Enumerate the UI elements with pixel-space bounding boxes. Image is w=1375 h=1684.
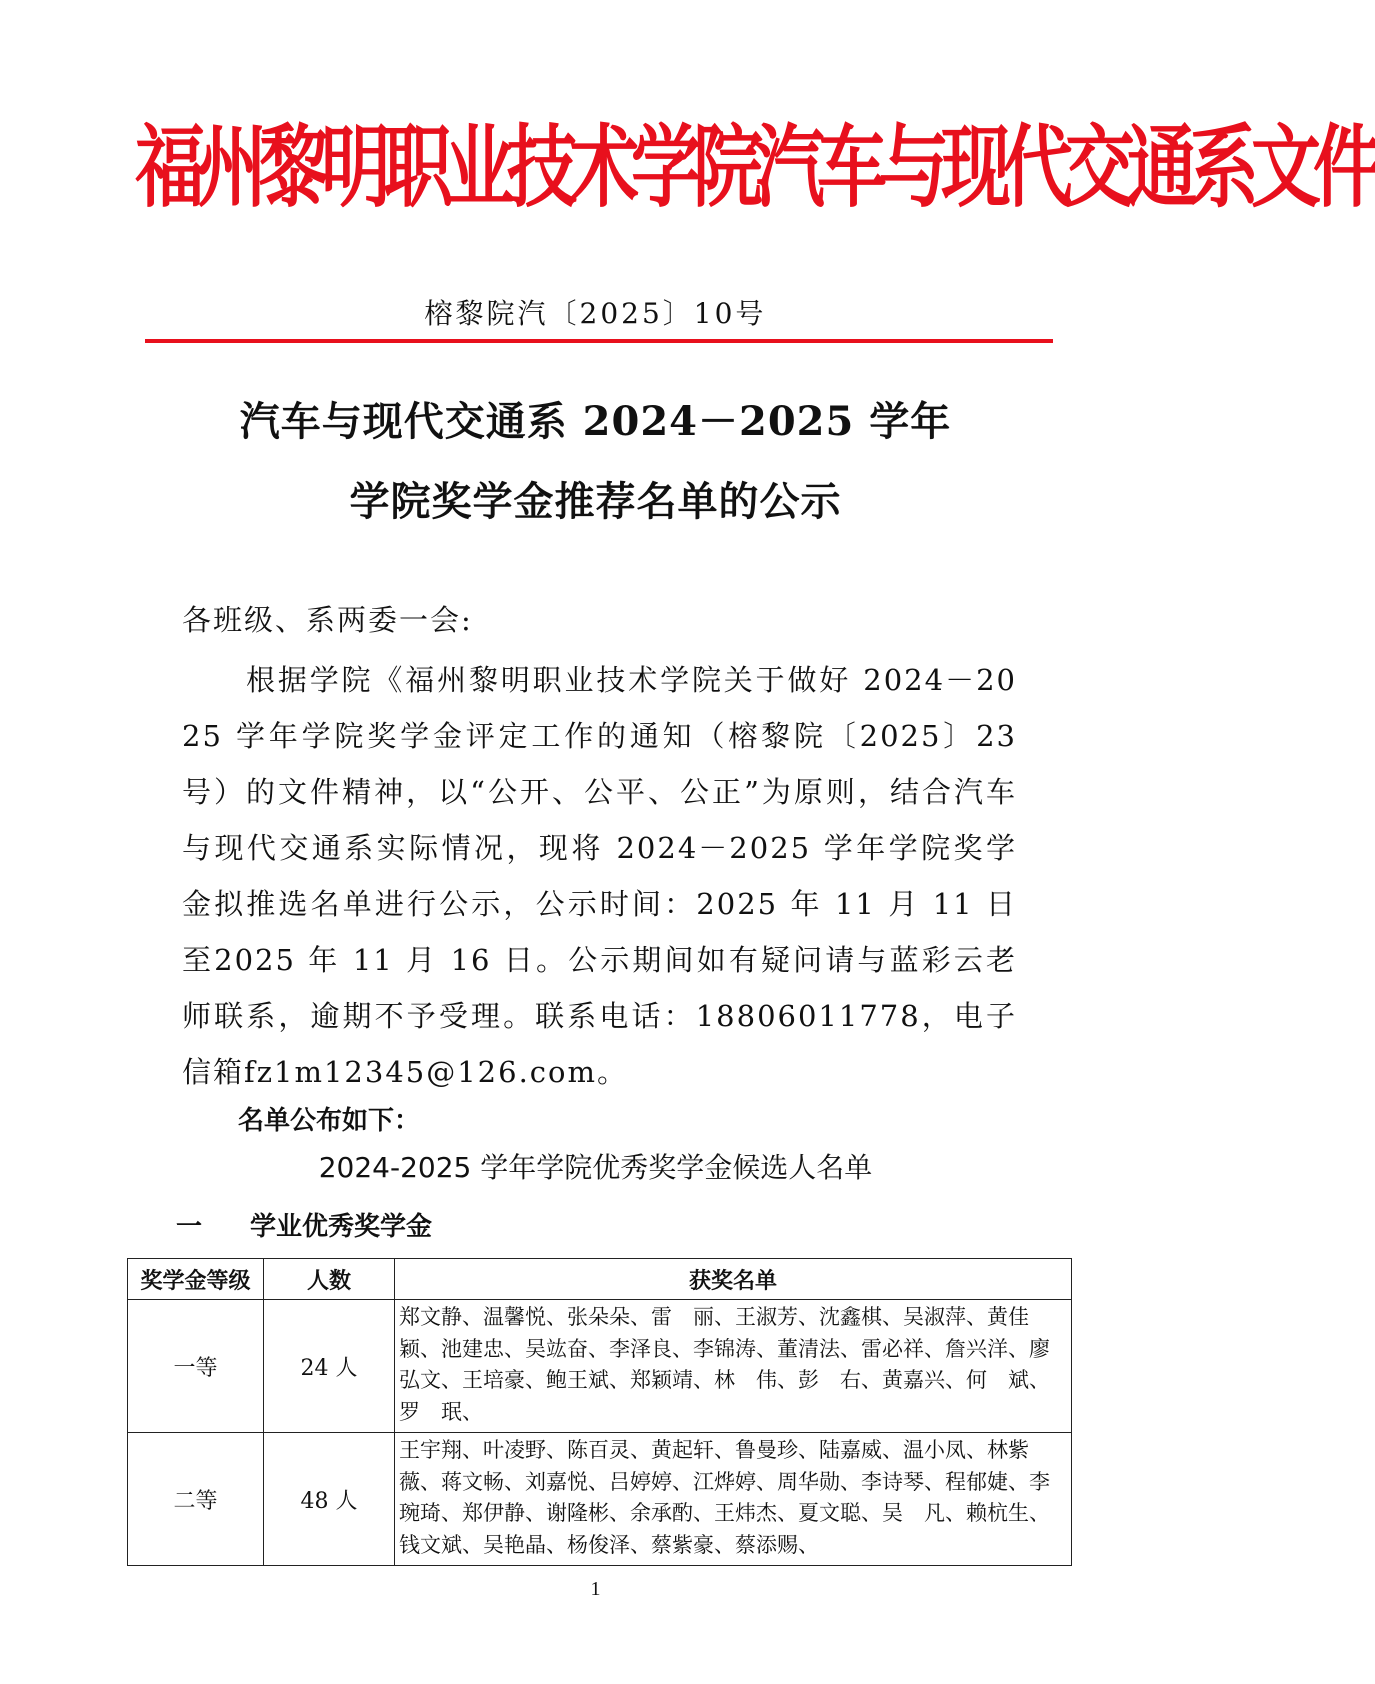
page-number: 1 <box>590 1578 601 1600</box>
award-level: 二等 <box>128 1433 264 1566</box>
candidate-list-title: 2024-2025 学年学院优秀奖学金候选人名单 <box>318 1151 873 1184</box>
column-header-count: 人数 <box>264 1259 395 1300</box>
table-header-row <box>128 1259 1072 1300</box>
award-count: 24 人 <box>264 1300 395 1433</box>
notice-body-paragraph: 根据学院《福州黎明职业技术学院关于做好 2024－2025 学年学院奖学金评定工作的通知（榕黎院〔2025〕23号）的文件精神，以“公开、公平、公正”为原则，结合汽车与现代交通系实际情况，现将 2024－2025 学年学院奖学金拟推选名单进行公示，公示时间：2025 年 11 月 11 日至2025 年 11 月 16 日。公示期间如有疑问请与蓝彩云老师联系，逾期不予受理。联系电话：18806011778，电子信箱fz1m12345@126.com。 <box>182 663 1017 1089</box>
section-heading <box>176 1206 432 1243</box>
scholarship-table <box>127 1258 1072 1566</box>
column-header-names: 获奖名单 <box>395 1259 1072 1300</box>
document-header-title: 福州黎明职业技术学院汽车与现代交通系文件 <box>135 114 1375 221</box>
notice-title-line2: 学院奖学金推荐名单的公示 <box>349 478 842 525</box>
section-title: 学业优秀奖学金 <box>250 1212 433 1242</box>
notice-title-line1: 汽车与现代交通系 2024－2025 学年 <box>239 398 952 445</box>
header-divider <box>145 339 1053 343</box>
column-header-level: 奖学金等级 <box>128 1259 264 1300</box>
section-number: 一 <box>176 1212 203 1242</box>
award-level: 一等 <box>128 1300 264 1433</box>
salutation: 各班级、系两委一会: <box>182 603 473 637</box>
award-names: 王宇翔、叶凌野、陈百灵、黄起轩、鲁曼珍、陆嘉威、温小凤、林紫薇、蒋文畅、刘嘉悦、吕婷婷、江烨婷、周华勋、李诗琴、程郁婕、李琬琦、郑伊静、谢隆彬、余承酌、王炜杰、夏文聪、吴 凡、赖杭生、钱文斌、吴艳晶、杨俊泽、蔡紫豪、蔡添赐、 <box>395 1433 1072 1566</box>
award-names: 郑文静、温馨悦、张朵朵、雷 丽、王淑芳、沈鑫棋、吴淑萍、黄佳颖、池建忠、吴竑奋、李泽良、李锦涛、董清法、雷必祥、詹兴洋、廖弘文、王培豪、鲍王斌、郑颖靖、林 伟、彭 右、黄嘉兴、何 斌、罗 珉、 <box>395 1300 1072 1433</box>
table-row <box>128 1433 1072 1566</box>
award-count: 48 人 <box>264 1433 395 1566</box>
table-row <box>128 1300 1072 1433</box>
document-number: 榕黎院汽〔2025〕10号 <box>424 297 767 330</box>
list-intro: 名单公布如下： <box>238 1106 421 1136</box>
